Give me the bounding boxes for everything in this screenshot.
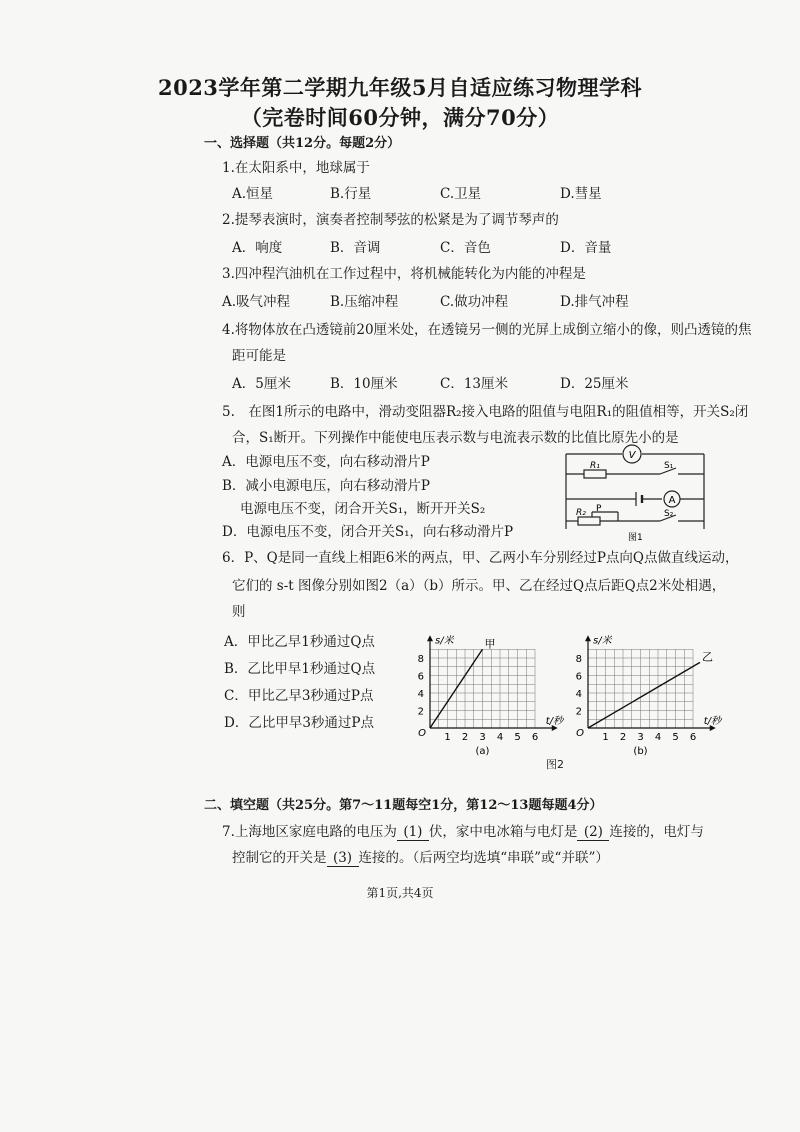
q4-option-a: A．5厘米 [232,376,291,392]
s2-label: S₂ [664,509,674,519]
y-axis-label: s/米 [435,635,454,647]
q3-option-d: D.排气冲程 [560,294,629,310]
x-tick-label: 4 [654,732,662,743]
y-tick-label: 6 [417,671,424,683]
q6-option-a: A．甲比乙早1秒通过Q点 [224,634,375,650]
q2-option-c: C．音色 [440,240,491,256]
q5-option-a: A．电源电压不变，向右移动滑片P [222,454,430,470]
q3-stem: 3.四冲程汽油机在工作过程中，将机械能转化为内能的冲程是 [222,266,586,282]
x-tick-label: 5 [672,732,679,743]
q3-option-c: C.做功冲程 [440,294,509,310]
x-axis-label: t/秒 [545,716,564,727]
y-axis-label: s/米 [593,635,612,647]
st-chart-a [408,628,564,758]
x-axis-label: t/秒 [703,716,722,727]
q1-option-a: A.恒星 [232,186,274,202]
exam-subtitle: （完卷时间60分钟，满分70分） [240,105,560,130]
q2-stem: 2.提琴表演时，演奏者控制琴弦的松紧是为了调节琴声的 [222,212,559,228]
q2-option-a: A．响度 [232,240,283,256]
chart-grid [588,649,693,728]
ammeter-label: A [668,495,676,506]
voltmeter-label: V [628,450,636,461]
q4-stem-line2: 距可能是 [232,348,286,364]
y-tick-label: 8 [417,654,424,665]
q5-stem-line2: 合，S₁断开。下列操作中能使电压表示数与电流表示数的比值比原先小的是 [232,430,679,446]
origin-label: O [418,728,426,739]
series-name-yi: 乙 [702,650,713,664]
q7-text-3: 连接的，电灯与 [609,824,704,840]
st-chart-b [566,628,722,758]
q6-option-d: D．乙比甲早3秒通过P点 [224,715,374,731]
q6-option-b: B．乙比甲早1秒通过Q点 [224,661,376,677]
q5-option-b: B．减小电源电压，向右移动滑片P [222,478,431,494]
q1-option-c: C.卫星 [440,186,482,202]
q6-option-c: C．甲比乙早3秒通过P点 [224,688,374,704]
q5-option-c: 电源电压不变，闭合开关S₁，断开开关S₂ [240,501,486,517]
q7-text-4: 控制它的开关是 [232,850,327,866]
r1-label: R₁ [590,461,600,471]
q4-option-d: D．25厘米 [560,376,629,392]
x-tick-label: 1 [602,732,609,743]
q5-option-d: D．电源电压不变，闭合开关S₁，向右移动滑片P [222,524,514,540]
chart-subcaption: (b) [633,746,648,757]
s1-label: S₁ [664,461,674,471]
r2-label: R₂ [576,508,586,518]
q6-stem-line1: 6．P、Q是同一直线上相距6米的两点，甲、乙两小车分别经过P点向Q点做直线运动， [222,550,739,566]
q7-blank-1[interactable]: (1) [397,824,429,841]
y-axis-arrow [585,635,591,641]
figure1-caption: 图1 [628,533,643,543]
q3-option-b: B.压缩冲程 [330,294,399,310]
x-tick-label: 2 [619,732,627,743]
q7-text-2: 伏，家中电冰箱与电灯是 [428,824,578,840]
x-tick-label: 6 [531,732,539,743]
x-tick-label: 3 [637,732,644,743]
x-tick-label: 2 [461,732,469,743]
y-tick-label: 6 [575,671,582,683]
q1-option-d: D.彗星 [560,186,602,202]
q7-blank-3[interactable]: (3) [327,850,359,867]
x-tick-label: 6 [689,732,697,743]
y-tick-label: 8 [575,654,582,665]
slider-p-label: P [596,504,602,514]
section1-heading: 一、选择题（共12分。每题2分） [204,136,401,151]
q6-stem-line3: 则 [232,604,246,620]
q7-text-5: 连接的。（后两空均选填“串联”或“并联”） [358,850,609,866]
y-tick-label: 4 [417,689,424,700]
q4-option-c: C．13厘米 [440,376,509,392]
q1-stem: 1.在太阳系中，地球属于 [222,160,370,176]
q4-stem-line1: 4.将物体放在凸透镜前20厘米处，在透镜另一侧的光屏上成倒立缩小的像，则凸透镜的焦 [222,322,752,338]
q7-text-1: 7.上海地区家庭电路的电压为 [222,824,397,840]
series-name-jia: 甲 [484,637,496,651]
q7-blank-2[interactable]: (2) [577,824,609,841]
x-tick-label: 5 [514,732,521,743]
x-tick-label: 1 [444,732,451,743]
series-line-yi [588,662,700,728]
origin-label: O [576,728,584,739]
q1-option-b: B.行星 [330,186,372,202]
x-tick-label: 3 [479,732,486,743]
x-tick-label: 4 [496,732,504,743]
section2-heading: 二、填空题（共25分。第7～11题每空1分，第12～13题每题4分） [204,798,603,813]
q3-option-a: A.吸气冲程 [222,294,291,310]
q4-option-b: B．10厘米 [330,376,398,392]
chart-subcaption: (a) [475,746,490,757]
q2-option-b: B．音调 [330,240,381,256]
circuit-diagram [560,444,710,544]
figure2-caption: 图2 [546,758,564,771]
q7-line2 [232,846,609,867]
page-footer: 第1页,共4页 [366,886,434,900]
q2-option-d: D．音量 [560,240,612,256]
q5-stem-line1: 5. 在图1所示的电路中，滑动变阻器R₂接入电路的阻值与电阻R₁的阻值相等，开关S₂闭 [222,404,749,420]
chart-grid [430,649,535,728]
q6-stem-line2: 它们的 s-t 图像分别如图2（a）（b）所示。甲、乙在经过Q点后距Q点2米处相遇， [232,578,726,594]
q7-line1 [222,820,704,841]
exam-title: 2023学年第二学期九年级5月自适应练习物理学科 [157,75,643,100]
y-axis-arrow [427,635,433,641]
y-tick-label: 4 [575,689,582,700]
y-tick-label: 2 [575,706,582,718]
y-tick-label: 2 [417,706,424,718]
